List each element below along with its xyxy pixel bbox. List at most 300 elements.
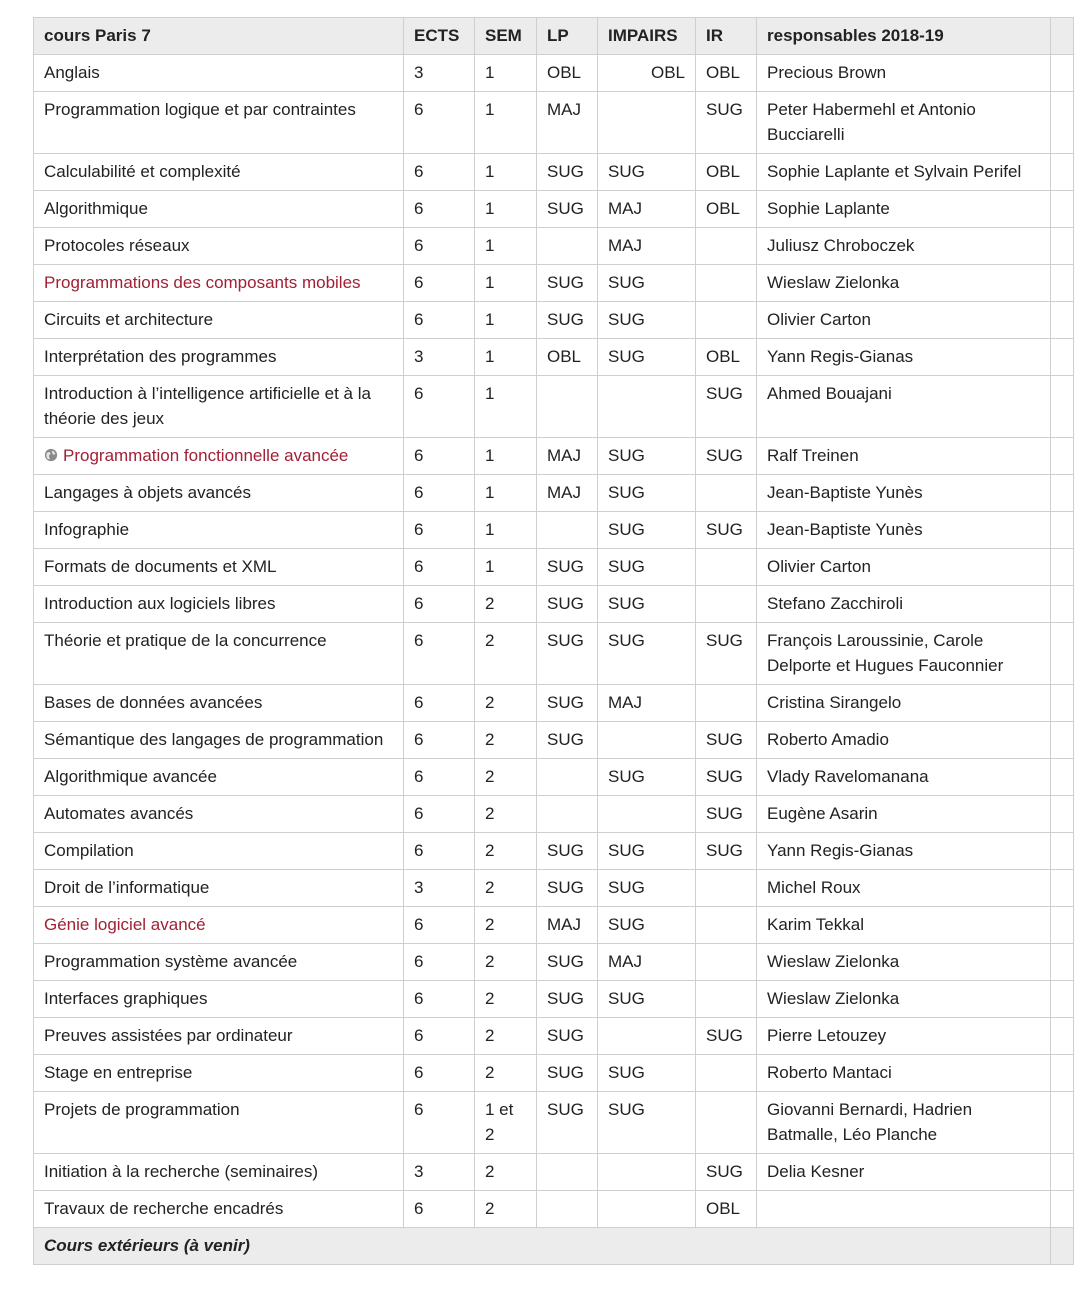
lp-cell: MAJ: [537, 438, 598, 475]
header-row: [34, 18, 1074, 55]
course-name-cell: [34, 796, 404, 833]
table-row: [34, 685, 1074, 722]
ects-cell: 6: [404, 438, 475, 475]
ir-cell: SUG: [696, 1018, 757, 1055]
row-empty-cell: [1051, 376, 1074, 438]
table-row: [34, 92, 1074, 154]
ir-cell: [696, 475, 757, 512]
course-name: Initiation à la recherche (seminaires): [44, 1162, 319, 1181]
footer-row: [34, 1228, 1074, 1265]
sem-cell: 2: [475, 685, 537, 722]
sem-cell: 1: [475, 154, 537, 191]
responsables-cell: Sophie Laplante: [757, 191, 1051, 228]
impairs-cell: SUG: [598, 475, 696, 512]
table-row: [34, 339, 1074, 376]
course-name-cell[interactable]: [34, 907, 404, 944]
lp-cell: SUG: [537, 623, 598, 685]
ir-cell: [696, 302, 757, 339]
responsables-cell: Ralf Treinen: [757, 438, 1051, 475]
course-name-cell: [34, 55, 404, 92]
row-empty-cell: [1051, 623, 1074, 685]
sem-cell: 1: [475, 339, 537, 376]
row-empty-cell: [1051, 92, 1074, 154]
table-row: [34, 549, 1074, 586]
course-name: Travaux de recherche encadrés: [44, 1199, 284, 1218]
impairs-cell: MAJ: [598, 228, 696, 265]
course-name: Anglais: [44, 63, 100, 82]
ects-cell: 6: [404, 549, 475, 586]
responsables-cell: Roberto Amadio: [757, 722, 1051, 759]
responsables-cell: Olivier Carton: [757, 302, 1051, 339]
table-row: [34, 722, 1074, 759]
table-row: [34, 586, 1074, 623]
impairs-cell: [598, 376, 696, 438]
ects-cell: 6: [404, 302, 475, 339]
course-name-cell: [34, 549, 404, 586]
ir-cell: SUG: [696, 833, 757, 870]
ects-cell: 6: [404, 1018, 475, 1055]
row-empty-cell: [1051, 944, 1074, 981]
ir-cell: [696, 907, 757, 944]
ects-cell: 6: [404, 685, 475, 722]
lp-cell: OBL: [537, 55, 598, 92]
lp-cell: SUG: [537, 586, 598, 623]
row-empty-cell: [1051, 1018, 1074, 1055]
ects-cell: 6: [404, 475, 475, 512]
ir-cell: SUG: [696, 92, 757, 154]
ects-cell: 6: [404, 944, 475, 981]
lp-cell: [537, 512, 598, 549]
ects-cell: 6: [404, 981, 475, 1018]
ir-cell: SUG: [696, 512, 757, 549]
course-name-cell[interactable]: [34, 438, 404, 475]
sem-cell: 2: [475, 586, 537, 623]
ir-cell: OBL: [696, 154, 757, 191]
lp-cell: MAJ: [537, 92, 598, 154]
lp-cell: [537, 1191, 598, 1228]
table-row: [34, 796, 1074, 833]
row-empty-cell: [1051, 339, 1074, 376]
responsables-cell: Olivier Carton: [757, 549, 1051, 586]
course-link[interactable]: Génie logiciel avancé: [44, 915, 206, 934]
sem-cell: 1: [475, 438, 537, 475]
impairs-cell: SUG: [598, 154, 696, 191]
course-name: Bases de données avancées: [44, 693, 263, 712]
responsables-cell: Cristina Sirangelo: [757, 685, 1051, 722]
table-row: [34, 833, 1074, 870]
course-name: Algorithmique: [44, 199, 148, 218]
impairs-cell: SUG: [598, 1092, 696, 1154]
courses-table: [33, 17, 1074, 1265]
sem-cell: 2: [475, 981, 537, 1018]
responsables-cell: Eugène Asarin: [757, 796, 1051, 833]
course-name: Programmation système avancée: [44, 952, 298, 971]
table-row: [34, 154, 1074, 191]
ir-cell: [696, 1055, 757, 1092]
sem-cell: 2: [475, 1191, 537, 1228]
lp-cell: SUG: [537, 981, 598, 1018]
row-empty-cell: [1051, 1154, 1074, 1191]
sem-cell: 2: [475, 833, 537, 870]
impairs-cell: MAJ: [598, 191, 696, 228]
ects-cell: 6: [404, 92, 475, 154]
responsables-cell: Wieslaw Zielonka: [757, 981, 1051, 1018]
responsables-cell: Peter Habermehl et Antonio Bucciarelli: [757, 92, 1051, 154]
responsables-cell: Ahmed Bouajani: [757, 376, 1051, 438]
ects-cell: 6: [404, 1092, 475, 1154]
sem-cell: 2: [475, 623, 537, 685]
ir-cell: SUG: [696, 722, 757, 759]
ects-cell: 6: [404, 833, 475, 870]
header-course: cours Paris 7: [34, 18, 404, 55]
impairs-cell: SUG: [598, 549, 696, 586]
ects-cell: 6: [404, 907, 475, 944]
ects-cell: 3: [404, 1154, 475, 1191]
course-name: Sémantique des langages de programmation: [44, 730, 384, 749]
lp-cell: [537, 759, 598, 796]
impairs-cell: [598, 1018, 696, 1055]
course-name-cell: [34, 302, 404, 339]
course-name: Stage en entreprise: [44, 1063, 193, 1082]
course-name-cell: [34, 1055, 404, 1092]
ir-cell: OBL: [696, 191, 757, 228]
responsables-cell: Yann Regis-Gianas: [757, 833, 1051, 870]
course-name-cell: [34, 722, 404, 759]
impairs-cell: SUG: [598, 438, 696, 475]
course-name: Programmation logique et par contraintes: [44, 100, 356, 119]
ects-cell: 6: [404, 623, 475, 685]
course-name: Introduction aux logiciels libres: [44, 594, 276, 613]
impairs-cell: [598, 1191, 696, 1228]
ir-cell: OBL: [696, 339, 757, 376]
row-empty-cell: [1051, 549, 1074, 586]
ir-cell: SUG: [696, 759, 757, 796]
table-row: [34, 1055, 1074, 1092]
course-link[interactable]: Programmation fonctionnelle avancée: [63, 446, 349, 465]
course-name: Formats de documents et XML: [44, 557, 277, 576]
course-name-cell: [34, 981, 404, 1018]
course-name-cell: [34, 475, 404, 512]
ir-cell: SUG: [696, 1154, 757, 1191]
table-row: [34, 1191, 1074, 1228]
ects-cell: 6: [404, 191, 475, 228]
impairs-cell: [598, 1154, 696, 1191]
lp-cell: SUG: [537, 870, 598, 907]
lp-cell: SUG: [537, 549, 598, 586]
row-empty-cell: [1051, 302, 1074, 339]
responsables-cell: Wieslaw Zielonka: [757, 265, 1051, 302]
ects-cell: 3: [404, 55, 475, 92]
impairs-cell: SUG: [598, 1055, 696, 1092]
lp-cell: SUG: [537, 191, 598, 228]
table-row: [34, 907, 1074, 944]
impairs-cell: SUG: [598, 512, 696, 549]
course-name: Interprétation des programmes: [44, 347, 277, 366]
table-row: [34, 438, 1074, 475]
responsables-cell: Sophie Laplante et Sylvain Perifel: [757, 154, 1051, 191]
course-name-cell: [34, 685, 404, 722]
course-link[interactable]: Programmations des composants mobiles: [44, 273, 361, 292]
course-name-cell: [34, 623, 404, 685]
course-name-cell: [34, 944, 404, 981]
responsables-cell: Jean-Baptiste Yunès: [757, 512, 1051, 549]
responsables-cell: Yann Regis-Gianas: [757, 339, 1051, 376]
lp-cell: SUG: [537, 833, 598, 870]
course-name: Projets de programmation: [44, 1100, 240, 1119]
course-name: Circuits et architecture: [44, 310, 214, 329]
ir-cell: [696, 228, 757, 265]
course-name: Introduction à l’intelligence artificielle et à la théorie des jeux: [44, 384, 371, 428]
impairs-cell: SUG: [598, 339, 696, 376]
course-name: Automates avancés: [44, 804, 194, 823]
row-empty-cell: [1051, 228, 1074, 265]
table-row: [34, 512, 1074, 549]
ir-cell: [696, 1092, 757, 1154]
sem-cell: 1: [475, 191, 537, 228]
row-empty-cell: [1051, 154, 1074, 191]
course-name: Preuves assistées par ordinateur: [44, 1026, 293, 1045]
ir-cell: OBL: [696, 55, 757, 92]
course-name-cell: [34, 1018, 404, 1055]
header-sem: SEM: [475, 18, 537, 55]
course-name: Droit de l’informatique: [44, 878, 210, 897]
course-name-cell: [34, 1092, 404, 1154]
lp-cell: SUG: [537, 1018, 598, 1055]
impairs-cell: SUG: [598, 981, 696, 1018]
header-empty-cell: [1051, 18, 1074, 55]
sem-cell: 2: [475, 944, 537, 981]
ir-cell: SUG: [696, 623, 757, 685]
row-empty-cell: [1051, 796, 1074, 833]
table-row: [34, 55, 1074, 92]
impairs-cell: SUG: [598, 623, 696, 685]
row-empty-cell: [1051, 1191, 1074, 1228]
table-row: [34, 191, 1074, 228]
ir-cell: [696, 981, 757, 1018]
impairs-cell: [598, 92, 696, 154]
row-empty-cell: [1051, 1055, 1074, 1092]
ir-cell: [696, 549, 757, 586]
ir-cell: [696, 586, 757, 623]
course-name-cell: [34, 759, 404, 796]
sem-cell: 2: [475, 1018, 537, 1055]
ects-cell: 6: [404, 1191, 475, 1228]
sem-cell: 2: [475, 870, 537, 907]
ir-cell: [696, 870, 757, 907]
lp-cell: MAJ: [537, 475, 598, 512]
course-name-cell: [34, 228, 404, 265]
ir-cell: [696, 265, 757, 302]
header-responsables: responsables 2018-19: [757, 18, 1051, 55]
impairs-cell: SUG: [598, 302, 696, 339]
impairs-cell: SUG: [598, 586, 696, 623]
ects-cell: 6: [404, 154, 475, 191]
header-ects: ECTS: [404, 18, 475, 55]
table-row: [34, 870, 1074, 907]
ects-cell: 6: [404, 796, 475, 833]
ir-cell: [696, 944, 757, 981]
lp-cell: SUG: [537, 685, 598, 722]
responsables-cell: Vlady Ravelomanana: [757, 759, 1051, 796]
sem-cell: 1: [475, 475, 537, 512]
ir-cell: SUG: [696, 376, 757, 438]
lp-cell: OBL: [537, 339, 598, 376]
impairs-cell: SUG: [598, 833, 696, 870]
sem-cell: 1: [475, 549, 537, 586]
ects-cell: 6: [404, 228, 475, 265]
sem-cell: 1: [475, 265, 537, 302]
row-empty-cell: [1051, 55, 1074, 92]
responsables-cell: François Laroussinie, Carole Delporte et Hugues Fauconnier: [757, 623, 1051, 685]
row-empty-cell: [1051, 981, 1074, 1018]
course-name: Langages à objets avancés: [44, 483, 251, 502]
course-name-cell: [34, 376, 404, 438]
impairs-cell: OBL: [598, 55, 696, 92]
responsables-cell: Giovanni Bernardi, Hadrien Batmalle, Léo Planche: [757, 1092, 1051, 1154]
responsables-cell: Wieslaw Zielonka: [757, 944, 1051, 981]
ects-cell: 6: [404, 759, 475, 796]
table-row: [34, 302, 1074, 339]
table-row: [34, 475, 1074, 512]
footer-label: Cours extérieurs (à venir): [34, 1228, 1051, 1265]
table-row: [34, 1154, 1074, 1191]
course-name-cell[interactable]: [34, 265, 404, 302]
lp-cell: SUG: [537, 1092, 598, 1154]
course-name-cell: [34, 154, 404, 191]
course-name: Algorithmique avancée: [44, 767, 217, 786]
sem-cell: 1: [475, 92, 537, 154]
header-ir: IR: [696, 18, 757, 55]
ir-cell: SUG: [696, 796, 757, 833]
row-empty-cell: [1051, 265, 1074, 302]
sem-cell: 1: [475, 376, 537, 438]
responsables-cell: Precious Brown: [757, 55, 1051, 92]
lp-cell: SUG: [537, 154, 598, 191]
lp-cell: [537, 796, 598, 833]
lp-cell: SUG: [537, 1055, 598, 1092]
responsables-cell: [757, 1191, 1051, 1228]
table-row: [34, 623, 1074, 685]
row-empty-cell: [1051, 191, 1074, 228]
row-empty-cell: [1051, 907, 1074, 944]
header-impairs: IMPAIRS: [598, 18, 696, 55]
course-name-cell: [34, 586, 404, 623]
sem-cell: 1: [475, 228, 537, 265]
row-empty-cell: [1051, 1092, 1074, 1154]
lp-cell: SUG: [537, 302, 598, 339]
table-row: [34, 759, 1074, 796]
row-empty-cell: [1051, 759, 1074, 796]
row-empty-cell: [1051, 833, 1074, 870]
ects-cell: 6: [404, 376, 475, 438]
course-name-cell: [34, 833, 404, 870]
responsables-cell: Juliusz Chroboczek: [757, 228, 1051, 265]
course-name-cell: [34, 1191, 404, 1228]
course-name-cell: [34, 1154, 404, 1191]
row-empty-cell: [1051, 586, 1074, 623]
lp-cell: [537, 1154, 598, 1191]
table-row: [34, 376, 1074, 438]
ir-cell: OBL: [696, 1191, 757, 1228]
responsables-cell: Roberto Mantaci: [757, 1055, 1051, 1092]
course-name: Compilation: [44, 841, 134, 860]
sem-cell: 2: [475, 1154, 537, 1191]
lp-cell: [537, 228, 598, 265]
ects-cell: 6: [404, 265, 475, 302]
course-name-cell: [34, 191, 404, 228]
ects-cell: 6: [404, 586, 475, 623]
impairs-cell: SUG: [598, 870, 696, 907]
sem-cell: 1: [475, 55, 537, 92]
responsables-cell: Stefano Zacchiroli: [757, 586, 1051, 623]
footer-empty-cell: [1051, 1228, 1074, 1265]
row-empty-cell: [1051, 512, 1074, 549]
row-empty-cell: [1051, 475, 1074, 512]
sem-cell: 2: [475, 796, 537, 833]
impairs-cell: SUG: [598, 907, 696, 944]
row-empty-cell: [1051, 870, 1074, 907]
course-name-cell: [34, 870, 404, 907]
course-name: Protocoles réseaux: [44, 236, 190, 255]
impairs-cell: [598, 796, 696, 833]
sem-cell: 2: [475, 1055, 537, 1092]
responsables-cell: Delia Kesner: [757, 1154, 1051, 1191]
responsables-cell: Michel Roux: [757, 870, 1051, 907]
ects-cell: 6: [404, 1055, 475, 1092]
table-row: [34, 1092, 1074, 1154]
lp-cell: SUG: [537, 722, 598, 759]
responsables-cell: Jean-Baptiste Yunès: [757, 475, 1051, 512]
impairs-cell: MAJ: [598, 944, 696, 981]
sem-cell: 2: [475, 759, 537, 796]
lp-cell: MAJ: [537, 907, 598, 944]
impairs-cell: [598, 722, 696, 759]
course-name: Calculabilité et complexité: [44, 162, 241, 181]
globe-icon: [44, 448, 58, 462]
ir-cell: [696, 685, 757, 722]
course-name-cell: [34, 92, 404, 154]
ects-cell: 3: [404, 870, 475, 907]
sem-cell: 1: [475, 302, 537, 339]
sem-cell: 1: [475, 512, 537, 549]
lp-cell: SUG: [537, 265, 598, 302]
impairs-cell: SUG: [598, 265, 696, 302]
course-name: Théorie et pratique de la concurrence: [44, 631, 327, 650]
table-row: [34, 265, 1074, 302]
ects-cell: 6: [404, 512, 475, 549]
course-name: Infographie: [44, 520, 130, 539]
ir-cell: SUG: [696, 438, 757, 475]
lp-cell: SUG: [537, 944, 598, 981]
row-empty-cell: [1051, 722, 1074, 759]
table-row: [34, 944, 1074, 981]
row-empty-cell: [1051, 438, 1074, 475]
header-lp: LP: [537, 18, 598, 55]
sem-cell: 2: [475, 907, 537, 944]
course-name-cell: [34, 339, 404, 376]
ects-cell: 3: [404, 339, 475, 376]
responsables-cell: Pierre Letouzey: [757, 1018, 1051, 1055]
course-name: Interfaces graphiques: [44, 989, 208, 1008]
course-name-cell: [34, 512, 404, 549]
sem-cell: 2: [475, 722, 537, 759]
table-row: [34, 1018, 1074, 1055]
impairs-cell: SUG: [598, 759, 696, 796]
row-empty-cell: [1051, 685, 1074, 722]
table-body: [34, 55, 1074, 1228]
ects-cell: 6: [404, 722, 475, 759]
impairs-cell: MAJ: [598, 685, 696, 722]
